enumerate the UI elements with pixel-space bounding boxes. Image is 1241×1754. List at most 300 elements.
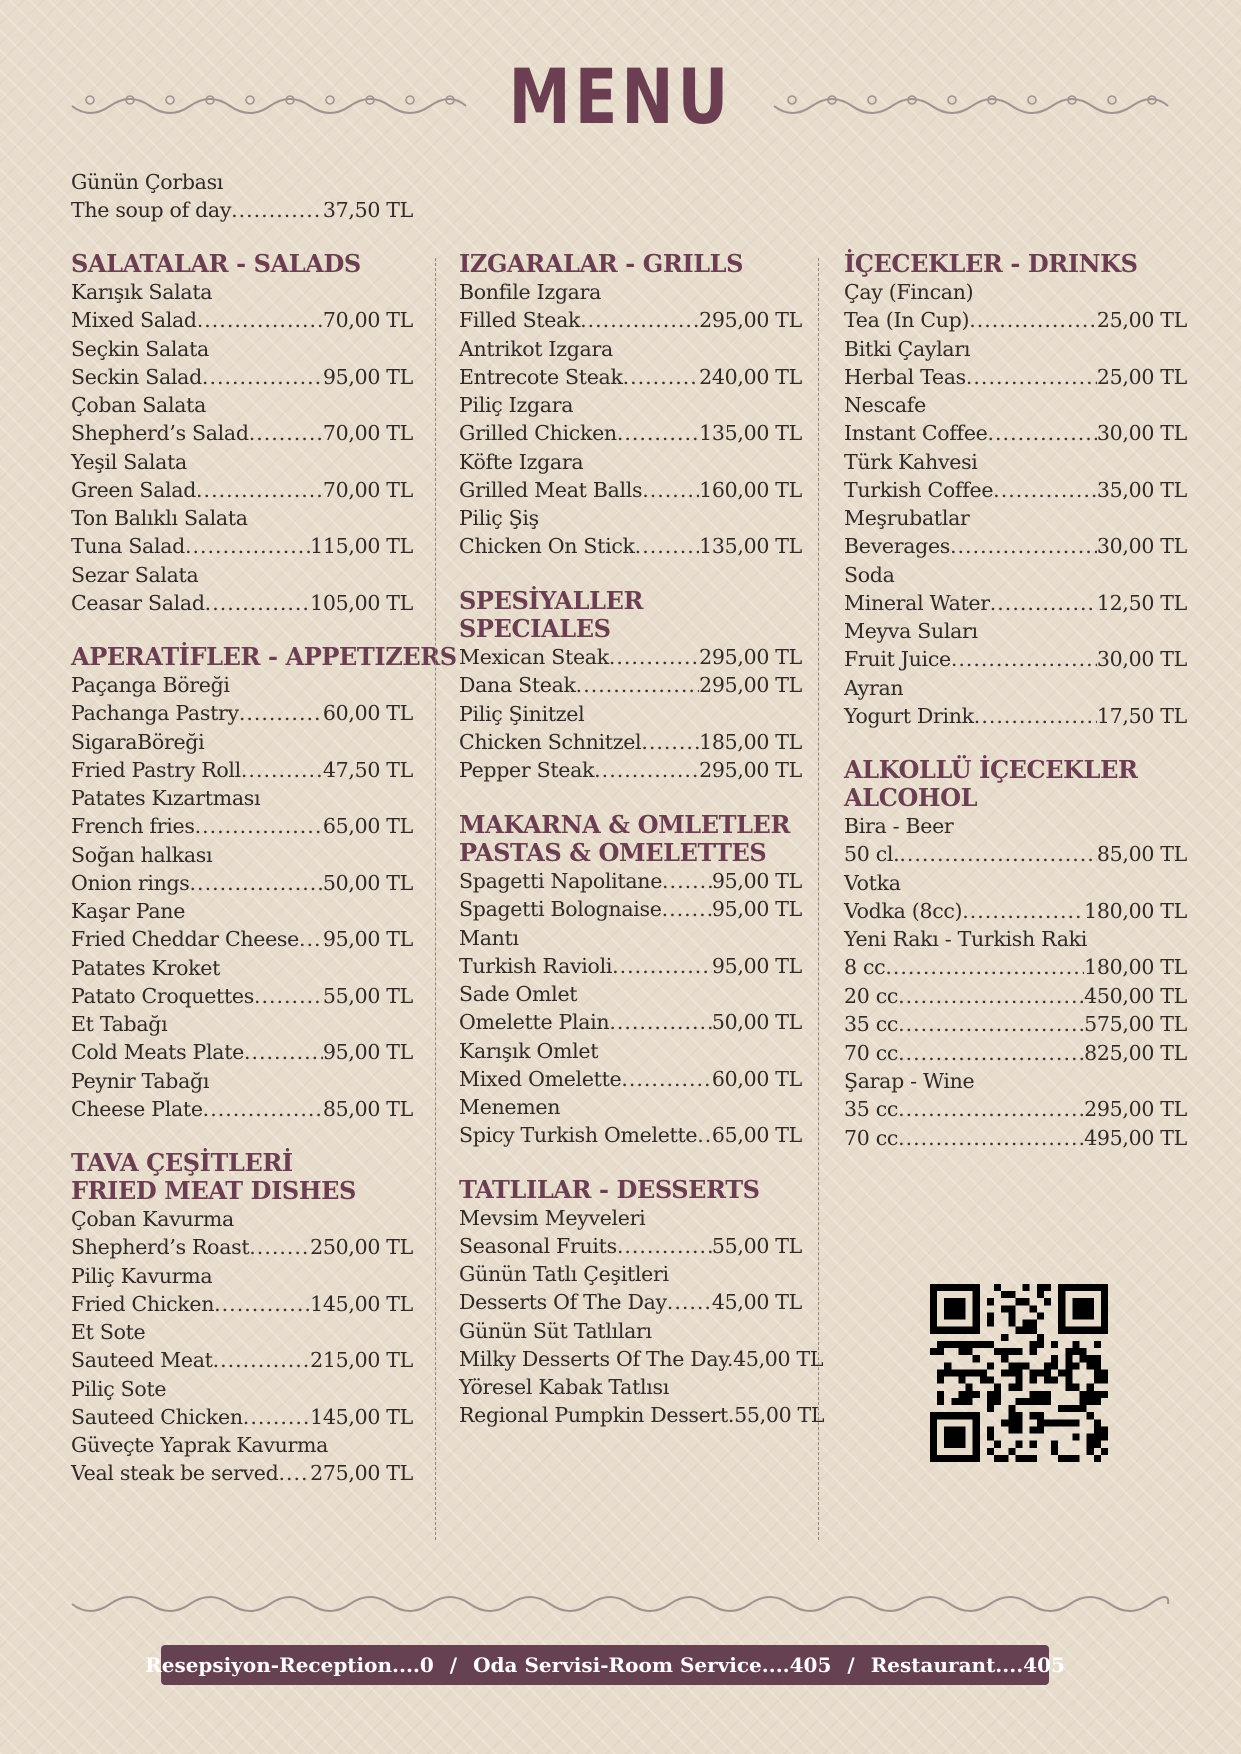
item-name-tr: Şarap - Wine bbox=[844, 1069, 975, 1093]
item-row bbox=[71, 1403, 413, 1432]
item-name-en: Milky Desserts Of The Day. bbox=[459, 1346, 734, 1371]
item-price: 95,00 TL bbox=[322, 364, 413, 389]
item-row bbox=[71, 982, 413, 1011]
item-name-tr: Sade Omlet bbox=[459, 982, 578, 1006]
item-name-en: Mixed Salad bbox=[71, 308, 197, 332]
section-heading: İÇECEKLER - DRINKS bbox=[844, 249, 1138, 278]
item-name-tr: Patates Kroket bbox=[71, 955, 221, 980]
item-row bbox=[844, 306, 1187, 335]
item-price: 35,00 TL bbox=[1096, 477, 1187, 502]
item-row bbox=[844, 476, 1187, 505]
dot-leader bbox=[950, 532, 1097, 561]
menu-column-2 bbox=[459, 249, 825, 1456]
item-price: 30,00 TL bbox=[1096, 647, 1187, 671]
dot-leader bbox=[580, 306, 699, 335]
item-name-tr: Yeni Rakı - Turkish Raki bbox=[844, 927, 1088, 951]
item-row bbox=[459, 1232, 802, 1261]
menu-section bbox=[71, 1149, 413, 1488]
item-price: 825,00 TL bbox=[1084, 1040, 1187, 1065]
section-heading: PASTAS & OMELETTES bbox=[459, 837, 767, 867]
dot-leader bbox=[205, 589, 310, 618]
item-name-tr: Günün Çorbası bbox=[71, 170, 224, 194]
item-name-tr: Güveçte Yaprak Kavurma bbox=[71, 1433, 329, 1457]
item-name-en: 35 cc bbox=[844, 1012, 899, 1036]
item-row bbox=[459, 1345, 824, 1374]
item-row bbox=[844, 953, 1187, 982]
qr-code-icon bbox=[930, 1284, 1108, 1462]
section-heading: SALATALAR - SALADS bbox=[71, 249, 361, 278]
dot-leader bbox=[278, 1459, 310, 1488]
dot-leader bbox=[667, 1288, 712, 1317]
item-name-en: Onion rings bbox=[71, 870, 190, 895]
item-name-tr: Soğan halkası bbox=[71, 842, 213, 867]
item-price: 295,00 TL bbox=[1084, 1097, 1187, 1121]
item-name-tr: Soda bbox=[844, 562, 895, 587]
item-name-tr: Çay (Fincan) bbox=[844, 280, 974, 304]
item-price: 295,00 TL bbox=[699, 758, 802, 782]
item-row bbox=[459, 306, 802, 335]
item-price: 30,00 TL bbox=[1096, 534, 1187, 558]
dot-leader bbox=[243, 1403, 310, 1432]
item-name-en: Seckin Salad bbox=[71, 364, 202, 389]
item-row bbox=[844, 1039, 1187, 1068]
item-price: 105,00 TL bbox=[310, 590, 413, 615]
scroll-ornament-right bbox=[772, 92, 1170, 124]
dot-leader bbox=[231, 196, 323, 225]
dot-leader bbox=[202, 363, 323, 392]
dot-leader bbox=[244, 1038, 323, 1067]
dot-leader bbox=[993, 476, 1097, 505]
dot-leader bbox=[612, 952, 712, 981]
item-price: 495,00 TL bbox=[1084, 1125, 1187, 1150]
menu-section bbox=[459, 1174, 825, 1430]
item-name-en: Mexican Steak bbox=[459, 644, 609, 669]
item-price: 145,00 TL bbox=[310, 1404, 413, 1429]
item-name-tr: Piliç Şinitzel bbox=[459, 701, 585, 726]
item-row bbox=[71, 1346, 413, 1375]
dot-leader bbox=[621, 1065, 712, 1094]
item-price: 60,00 TL bbox=[711, 1066, 802, 1091]
item-name-en: Sauteed Meat bbox=[71, 1348, 213, 1372]
dot-leader bbox=[241, 756, 323, 785]
item-price: 450,00 TL bbox=[1084, 983, 1187, 1008]
menu-title: MENU bbox=[508, 52, 733, 141]
section-heading: ALKOLLÜ İÇECEKLER bbox=[844, 755, 1138, 784]
item-name-en: Spagetti Napolitane bbox=[459, 868, 663, 893]
menu-section bbox=[459, 587, 802, 785]
column-divider bbox=[435, 258, 436, 1540]
menu-section bbox=[71, 642, 457, 1123]
dot-leader bbox=[249, 1233, 310, 1262]
dot-leader bbox=[898, 1124, 1084, 1153]
item-name-tr: Ton Balıklı Salata bbox=[71, 506, 248, 530]
item-row bbox=[459, 867, 802, 896]
dot-leader bbox=[214, 1290, 310, 1319]
item-row bbox=[844, 363, 1187, 392]
item-name-tr: Kaşar Pane bbox=[71, 899, 186, 923]
item-price: 95,00 TL bbox=[322, 1040, 413, 1064]
item-name-en: French fries bbox=[71, 814, 195, 838]
item-price: 115,00 TL bbox=[310, 534, 413, 558]
item-row bbox=[459, 1288, 802, 1317]
item-price: 50,00 TL bbox=[322, 870, 413, 895]
item-price: 55,00 TL bbox=[711, 1233, 802, 1258]
item-name-en: Beverages bbox=[844, 534, 951, 558]
item-name-tr: Türk Kahvesi bbox=[844, 449, 978, 474]
item-price: 250,00 TL bbox=[310, 1235, 413, 1259]
item-price: 95,00 TL bbox=[711, 897, 802, 921]
item-name-en: Fried Pastry Roll bbox=[71, 757, 241, 782]
section-heading: IZGARALAR - GRILLS bbox=[459, 249, 744, 278]
item-row bbox=[844, 1095, 1187, 1124]
dot-leader bbox=[990, 589, 1097, 618]
item-price: 295,00 TL bbox=[699, 644, 802, 669]
item-name-tr: Karışık Salata bbox=[71, 280, 213, 304]
dot-leader bbox=[609, 1008, 712, 1037]
item-price: 25,00 TL bbox=[1096, 364, 1187, 389]
item-name-tr: Günün Tatlı Çeşitleri bbox=[459, 1262, 669, 1286]
item-name-tr: Patates Kızartması bbox=[71, 786, 261, 810]
item-name-en: Chicken Schnitzel bbox=[459, 729, 642, 754]
section-heading: MAKARNA & OMLETLER bbox=[459, 809, 790, 839]
scroll-ornament-bottom bbox=[70, 1590, 1170, 1622]
item-price: 55,00 TL bbox=[734, 1403, 825, 1427]
item-name-en: Instant Coffee bbox=[844, 421, 988, 445]
section-heading: ALCOHOL bbox=[844, 783, 978, 812]
item-price: 70,00 TL bbox=[322, 477, 413, 502]
menu-section bbox=[71, 250, 413, 617]
item-name-en: Desserts Of The Day bbox=[459, 1290, 667, 1314]
item-row bbox=[459, 643, 802, 672]
dot-leader bbox=[988, 419, 1097, 448]
item-row bbox=[71, 589, 413, 618]
item-price: 12,50 TL bbox=[1096, 590, 1187, 615]
item-name-en: Entrecote Steak bbox=[459, 364, 623, 389]
menu-section bbox=[459, 811, 802, 1150]
item-row bbox=[459, 671, 802, 700]
item-name-en: Yogurt Drink bbox=[844, 703, 974, 728]
section-heading: SPECIALES bbox=[459, 613, 611, 643]
item-name-tr: Mantı bbox=[459, 925, 519, 950]
item-price: 185,00 TL bbox=[699, 729, 802, 754]
item-row bbox=[459, 756, 802, 785]
dot-leader bbox=[594, 756, 699, 785]
dot-leader bbox=[898, 982, 1084, 1011]
dot-leader bbox=[662, 867, 712, 896]
item-name-tr: Yeşil Salata bbox=[71, 449, 187, 474]
item-name-tr: Meyva Suları bbox=[844, 619, 978, 643]
item-name-en: Turkish Ravioli bbox=[459, 953, 613, 978]
dot-leader bbox=[974, 702, 1097, 731]
column-divider bbox=[818, 258, 819, 1540]
section-heading: FRIED MEAT DISHES bbox=[71, 1176, 356, 1205]
item-price: 65,00 TL bbox=[322, 814, 413, 838]
dot-leader bbox=[299, 925, 323, 954]
item-row bbox=[459, 1065, 802, 1094]
item-name-tr: Ayran bbox=[844, 675, 904, 700]
footer-contact-bar bbox=[145, 1645, 1065, 1685]
item-name-tr: SigaraBöreği bbox=[71, 729, 205, 754]
dot-leader bbox=[617, 419, 699, 448]
item-price: 70,00 TL bbox=[322, 308, 413, 332]
item-row bbox=[71, 196, 413, 225]
dot-leader bbox=[898, 1095, 1084, 1124]
section-heading: TAVA ÇEŞİTLERİ bbox=[71, 1148, 293, 1177]
item-row bbox=[844, 1124, 1187, 1153]
item-price: 135,00 TL bbox=[699, 421, 802, 445]
item-row bbox=[459, 952, 802, 981]
item-name-en: Shepherd’s Roast bbox=[71, 1235, 250, 1259]
item-name-tr: Piliç Sote bbox=[71, 1376, 167, 1401]
item-name-en: 8 cc bbox=[844, 955, 886, 979]
item-name-tr: Piliç Kavurma bbox=[71, 1263, 213, 1288]
dot-leader bbox=[576, 671, 699, 700]
item-row bbox=[459, 895, 802, 924]
menu-column-1 bbox=[71, 249, 457, 1514]
item-row bbox=[459, 1401, 825, 1430]
item-row bbox=[71, 363, 413, 392]
item-row bbox=[71, 699, 413, 728]
item-price: 37,50 TL bbox=[322, 198, 413, 222]
item-price: 55,00 TL bbox=[322, 983, 413, 1008]
item-name-en: Pepper Steak bbox=[459, 758, 595, 782]
item-name-en: Vodka (8cc) bbox=[844, 898, 963, 923]
item-price: 295,00 TL bbox=[699, 308, 802, 332]
item-name-tr: Menemen bbox=[459, 1095, 561, 1119]
item-name-tr: Sezar Salata bbox=[71, 562, 199, 587]
item-row bbox=[844, 897, 1187, 926]
item-name-tr: Meşrubatlar bbox=[844, 506, 970, 530]
dot-leader bbox=[190, 869, 323, 898]
dot-leader bbox=[642, 476, 699, 505]
dot-leader bbox=[195, 812, 323, 841]
dot-leader bbox=[962, 897, 1084, 926]
item-name-tr: Köfte Izgara bbox=[459, 449, 584, 474]
item-name-en: Filled Steak bbox=[459, 308, 581, 332]
dot-leader bbox=[239, 699, 323, 728]
item-name-en: Grilled Meat Balls bbox=[459, 477, 643, 502]
item-row bbox=[71, 1233, 413, 1262]
item-name-en: Pachanga Pastry bbox=[71, 701, 239, 725]
item-name-tr: Çoban Kavurma bbox=[71, 1207, 234, 1231]
menu-section bbox=[459, 250, 802, 561]
item-row bbox=[71, 812, 413, 841]
item-name-en: Fried Cheddar Cheese bbox=[71, 927, 299, 951]
item-name-tr: Karışık Omlet bbox=[459, 1038, 599, 1063]
item-price: 275,00 TL bbox=[310, 1461, 413, 1485]
dot-leader bbox=[185, 532, 310, 561]
item-row bbox=[459, 476, 802, 505]
item-price: 575,00 TL bbox=[1084, 1012, 1187, 1036]
item-row bbox=[71, 1038, 413, 1067]
item-name-en: 70 cc bbox=[844, 1125, 899, 1150]
item-price: 17,50 TL bbox=[1096, 703, 1187, 728]
item-name-en: Green Salad bbox=[71, 477, 197, 502]
item-name-en: Ceasar Salad bbox=[71, 590, 205, 615]
item-price: 45,00 TL bbox=[733, 1346, 824, 1371]
dot-leader bbox=[966, 363, 1097, 392]
item-price: 95,00 TL bbox=[711, 953, 802, 978]
item-name-en: Regional Pumpkin Dessert. bbox=[459, 1403, 735, 1427]
item-name-tr: Paçanga Böreği bbox=[71, 673, 230, 697]
dot-leader bbox=[203, 1095, 323, 1124]
item-price: 215,00 TL bbox=[310, 1348, 413, 1372]
item-name-tr: Piliç Şiş bbox=[459, 506, 539, 530]
dot-leader bbox=[898, 1039, 1084, 1068]
item-price: 160,00 TL bbox=[699, 477, 802, 502]
item-price: 95,00 TL bbox=[711, 868, 802, 893]
footer-reception: Resepsiyon-Reception....0 bbox=[145, 1653, 434, 1677]
item-name-en: Spicy Turkish Omelette bbox=[459, 1123, 698, 1147]
item-price: 70,00 TL bbox=[322, 421, 413, 445]
item-row bbox=[844, 982, 1187, 1011]
item-row bbox=[71, 1095, 413, 1124]
item-name-tr: Yöresel Kabak Tatlısı bbox=[459, 1375, 670, 1399]
item-price: 180,00 TL bbox=[1084, 898, 1187, 923]
item-row bbox=[844, 532, 1187, 561]
item-name-tr: Bira - Beer bbox=[844, 814, 954, 838]
section-heading: APERATİFLER - APPETIZERS bbox=[71, 642, 457, 671]
item-name-en: Seasonal Fruits bbox=[459, 1233, 617, 1258]
item-name-en: Tuna Salad bbox=[71, 534, 185, 558]
item-row bbox=[459, 1121, 802, 1150]
item-name-tr: Et Tabağı bbox=[71, 1012, 168, 1036]
item-name-en: Fruit Juice bbox=[844, 647, 951, 671]
item-price: 295,00 TL bbox=[699, 673, 802, 697]
item-row bbox=[71, 306, 413, 335]
item-row bbox=[71, 419, 413, 448]
item-price: 145,00 TL bbox=[310, 1291, 413, 1316]
item-price: 60,00 TL bbox=[322, 701, 413, 725]
item-row bbox=[844, 702, 1187, 731]
item-price: 240,00 TL bbox=[699, 364, 802, 389]
item-name-tr: Bitki Çayları bbox=[844, 336, 971, 361]
dot-leader bbox=[197, 306, 323, 335]
item-price: 85,00 TL bbox=[1096, 842, 1187, 866]
item-name-en: Veal steak be served bbox=[71, 1461, 279, 1485]
item-row bbox=[71, 925, 413, 954]
item-name-en: Herbal Teas bbox=[844, 364, 966, 389]
item-row bbox=[844, 589, 1187, 618]
item-row bbox=[459, 419, 802, 448]
item-row bbox=[459, 728, 802, 757]
item-row bbox=[71, 1290, 413, 1319]
item-row bbox=[71, 532, 413, 561]
item-price: 65,00 TL bbox=[711, 1123, 802, 1147]
item-row bbox=[71, 476, 413, 505]
item-price: 95,00 TL bbox=[322, 927, 413, 951]
dot-leader bbox=[951, 645, 1097, 674]
item-row bbox=[844, 840, 1187, 869]
item-name-en: Turkish Coffee bbox=[844, 477, 994, 502]
item-name-tr: Günün Süt Tatlıları bbox=[459, 1318, 652, 1343]
footer-restaurant: Restaurant....405 bbox=[870, 1653, 1065, 1677]
dot-leader bbox=[635, 532, 699, 561]
item-name-en: Mineral Water bbox=[844, 590, 990, 615]
dot-leader bbox=[662, 895, 712, 924]
footer-room-service: Oda Servisi-Room Service....405 bbox=[473, 1653, 832, 1677]
item-name-tr: Piliç Izgara bbox=[459, 393, 574, 417]
item-name-en: Shepherd’s Salad bbox=[71, 421, 249, 445]
item-name-en: Omelette Plain bbox=[459, 1010, 610, 1034]
item-price: 85,00 TL bbox=[322, 1096, 413, 1121]
dot-leader bbox=[885, 953, 1084, 982]
item-price: 30,00 TL bbox=[1096, 421, 1187, 445]
dot-leader bbox=[623, 363, 700, 392]
item-row bbox=[459, 1008, 802, 1037]
dot-leader bbox=[254, 982, 323, 1011]
item-price: 47,50 TL bbox=[322, 757, 413, 782]
item-price: 180,00 TL bbox=[1084, 955, 1187, 979]
item-name-en: The soup of day bbox=[71, 198, 232, 222]
dot-leader bbox=[249, 419, 323, 448]
item-price: 25,00 TL bbox=[1096, 308, 1187, 332]
item-name-en: Sauteed Chicken bbox=[71, 1404, 243, 1429]
item-price: 135,00 TL bbox=[699, 534, 802, 558]
item-name-tr: Votka bbox=[844, 870, 901, 895]
dot-leader bbox=[609, 643, 699, 672]
item-row bbox=[71, 1459, 413, 1488]
item-name-en: Grilled Chicken bbox=[459, 421, 617, 445]
menu-section bbox=[844, 250, 1187, 730]
dot-leader bbox=[697, 1121, 712, 1150]
item-name-en: Spagetti Bolognaise bbox=[459, 897, 662, 921]
item-name-tr: Çoban Salata bbox=[71, 393, 206, 417]
item-name-en: Dana Steak bbox=[459, 673, 576, 697]
item-price: 45,00 TL bbox=[711, 1290, 802, 1314]
item-name-en: 20 cc bbox=[844, 983, 899, 1008]
item-name-tr: Et Sote bbox=[71, 1320, 146, 1344]
item-name-tr: Mevsim Meyveleri bbox=[459, 1205, 646, 1230]
item-name-en: Cheese Plate bbox=[71, 1096, 203, 1121]
item-price: 50,00 TL bbox=[711, 1010, 802, 1034]
dot-leader bbox=[641, 728, 699, 757]
item-row bbox=[71, 869, 413, 898]
item-row bbox=[844, 1010, 1187, 1039]
item-name-tr: Bonfile Izgara bbox=[459, 280, 602, 304]
item-row bbox=[459, 532, 802, 561]
menu-column-3 bbox=[844, 250, 1187, 1178]
item-name-en: 50 cl. bbox=[844, 842, 900, 866]
dot-leader bbox=[969, 306, 1097, 335]
dot-leader bbox=[213, 1346, 311, 1375]
soup-of-day bbox=[71, 168, 413, 225]
item-name-en: Tea (In Cup) bbox=[844, 308, 970, 332]
item-name-en: Chicken On Stick bbox=[459, 534, 635, 558]
item-row bbox=[71, 756, 413, 785]
item-name-en: Cold Meats Plate bbox=[71, 1040, 244, 1064]
dot-leader bbox=[899, 840, 1097, 869]
item-row bbox=[844, 645, 1187, 674]
section-heading: TATLILAR - DESSERTS bbox=[459, 1174, 760, 1204]
item-name-en: 70 cc bbox=[844, 1040, 899, 1065]
item-name-en: Fried Chicken bbox=[71, 1291, 215, 1316]
item-name-en: Patato Croquettes bbox=[71, 983, 254, 1008]
dot-leader bbox=[898, 1010, 1084, 1039]
menu-section bbox=[844, 756, 1187, 1152]
item-row bbox=[459, 363, 802, 392]
item-name-en: 35 cc bbox=[844, 1097, 899, 1121]
item-name-tr: Peynir Tabağı bbox=[71, 1068, 210, 1093]
item-name-tr: Antrikot Izgara bbox=[459, 336, 613, 361]
dot-leader bbox=[617, 1232, 712, 1261]
footer-separator: / bbox=[449, 1653, 458, 1677]
item-name-tr: Nescafe bbox=[844, 393, 926, 417]
item-name-en: Mixed Omelette bbox=[459, 1066, 622, 1091]
section-heading: SPESİYALLER bbox=[459, 585, 644, 615]
footer-separator: / bbox=[847, 1653, 855, 1677]
item-name-tr: Seçkin Salata bbox=[71, 336, 209, 361]
